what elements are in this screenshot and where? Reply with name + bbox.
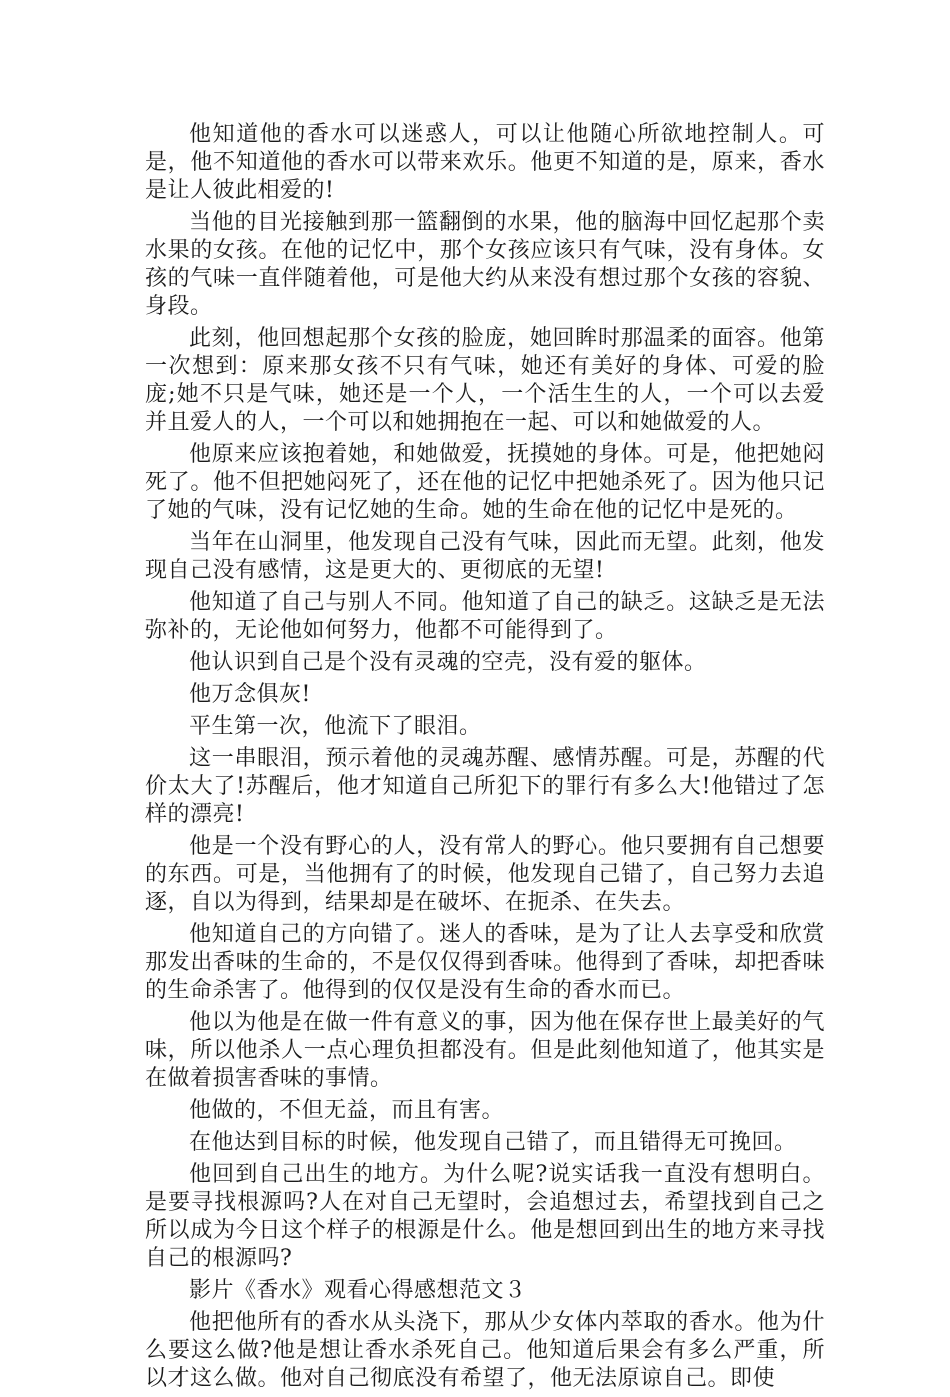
paragraph: 他知道了自己与别人不同。他知道了自己的缺乏。这缺乏是无法弥补的，无论他如何努力，他都不可能得到了。 (145, 590, 825, 643)
paragraph: 他原来应该抱着她，和她做爱，抚摸她的身体。可是，他把她闷死了。他不但把她闷死了，还在他的记忆中把她杀死了。因为他只记了她的气味，没有记忆她的生命。她的生命在他的记忆中是死的。 (145, 442, 825, 523)
paragraph: 他做的，不但无益，而且有害。 (189, 1098, 505, 1123)
paragraph: 他知道自己的方向错了。迷人的香味，是为了让人去享受和欣赏那发出香味的生命的，不是仅仅得到香味。他得到了香味，却把香味的生命杀害了。他得到的仅仅是没有生命的香水而已。 (145, 922, 825, 1003)
document-page (145, 121, 825, 1397)
paragraph: 平生第一次，他流下了眼泪。 (189, 714, 482, 739)
paragraph: 他知道他的香水可以迷惑人，可以让他随心所欲地控制人。可是，他不知道他的香水可以带来欢乐。他更不知道的是，原来，香水是让人彼此相爱的! (145, 122, 825, 203)
paragraph: 当年在山洞里，他发现自己没有气味，因此而无望。此刻，他发现自己没有感情，这是更大的、更彻底的无望! (145, 530, 825, 583)
paragraph: 他把他所有的香水从头浇下，那从少女体内萃取的香水。他为什么要这么做?他是想让香水杀死自己。他知道后果会有多么严重，所以才这么做。他对自己彻底没有希望了，他无法原谅自己。即使 (145, 1310, 825, 1391)
paragraph: 他以为他是在做一件有意义的事，因为他在保存世上最美好的气味，所以他杀人一点心理负担都没有。但是此刻他知道了，他其实是在做着损害香味的事情。 (145, 1010, 825, 1091)
section-title: 影片《香水》观看心得感想范文３ (189, 1278, 527, 1303)
paragraph: 他是一个没有野心的人，没有常人的野心。他只要拥有自己想要的东西。可是，当他拥有了的时候，他发现自己错了，自己努力去追逐，自以为得到，结果却是在破坏、在扼杀、在失去。 (145, 834, 825, 915)
paragraph: 他回到自己出生的地方。为什么呢?说实话我一直没有想明白。是要寻找根源吗?人在对自己无望时，会追想过去，希望找到自己之所以成为今日这个样子的根源是什么。他是想回到出生的地方来寻找自己的根源吗? (145, 1162, 825, 1271)
paragraph: 在他达到目标的时候，他发现自己错了，而且错得无可挽回。 (189, 1130, 797, 1155)
paragraph: 这一串眼泪，预示着他的灵魂苏醒、感情苏醒。可是，苏醒的代价太大了!苏醒后，他才知道自己所犯下的罪行有多么大!他错过了怎样的漂亮! (145, 746, 825, 827)
paragraph: 他万念俱灰! (189, 682, 311, 707)
paragraph: 他认识到自己是个没有灵魂的空壳，没有爱的躯体。 (189, 650, 707, 675)
paragraph: 当他的目光接触到那一篮翻倒的水果，他的脑海中回忆起那个卖水果的女孩。在他的记忆中，那个女孩应该只有气味，没有身体。女孩的气味一直伴随着他，可是他大约从来没有想过那个女孩的容貌、身段。 (145, 210, 825, 319)
paragraph: 此刻，他回想起那个女孩的脸庞，她回眸时那温柔的面容。他第一次想到：原来那女孩不只有气味，她还有美好的身体、可爱的脸庞;她不只是气味，她还是一个人，一个活生生的人，一个可以去爱并且爱人的人，一个可以和她拥抱在一起、可以和她做爱的人。 (145, 326, 825, 435)
